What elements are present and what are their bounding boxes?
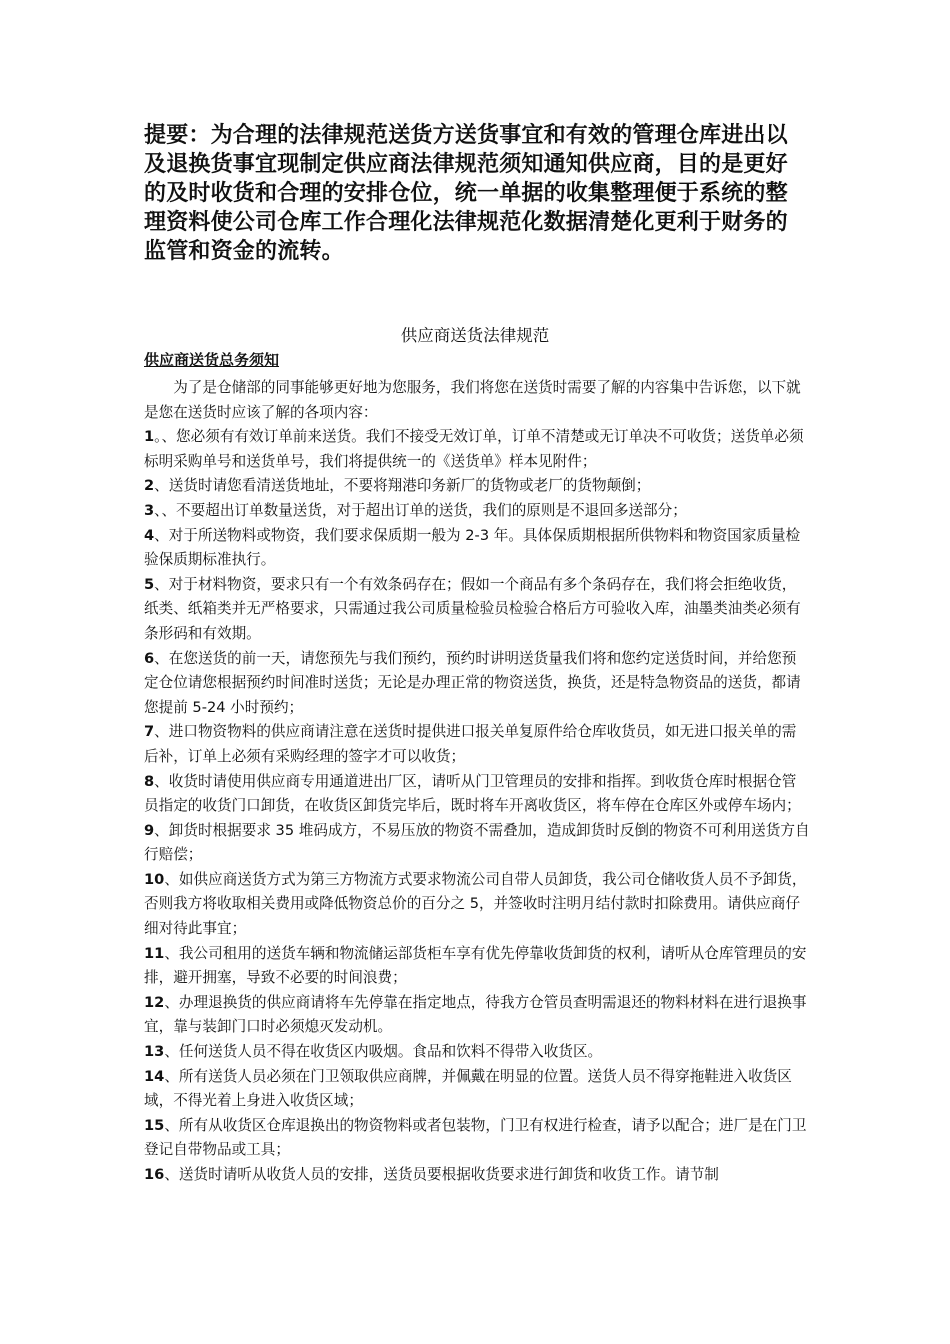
list-item-number: 3 [144, 501, 155, 519]
list-item-text: 、所有从收货区仓库退换出的物资物料或者包装物，门卫有权进行检查，请予以配合；进厂是在门卫登记自带物品或工具； [144, 1116, 807, 1159]
list-item-number: 4 [144, 526, 155, 544]
list-item [144, 819, 810, 868]
list-item [144, 524, 810, 573]
intro-paragraph: 为了是仓储部的同事能够更好地为您服务，我们将您在送货时需要了解的内容集中告诉您，以下就是您在送货时应该了解的各项内容： [144, 379, 801, 421]
list-item-text: 、送货时请您看清送货地址，不要将翔港印务新厂的货物或老厂的货物颠倒； [154, 477, 651, 495]
list-item [144, 770, 810, 819]
list-item-number: 10 [144, 870, 165, 888]
list-item-number: 8 [144, 772, 155, 790]
list-item [144, 868, 810, 942]
rules-list [144, 425, 810, 1187]
list-item-number: 1 [144, 428, 155, 446]
list-item-text: 、对于材料物资，要求只有一个有效条码存在；假如一个商品有多个条码存在，我们将会拒绝收货，纸类、纸箱类并无严格要求，只需通过我公司质量检验员检验合格后方可验收入库，油墨类油类必须有条形码和有效期。 [144, 575, 801, 642]
list-item-text: 、进口物资物料的供应商请注意在送货时提供进口报关单复原件给仓库收货员，如无进口报关单的需后补，订单上必须有采购经理的签字才可以收货； [144, 723, 797, 765]
list-item-number: 2 [144, 477, 155, 495]
list-item-number: 9 [144, 821, 155, 839]
list-item-text: 、、不要超出订单数量送货，对于超出订单的送货，我们的原则是不退回多送部分； [154, 501, 687, 519]
list-item-text: 、任何送货人员不得在收货区内吸烟。食品和饮料不得带入收货区。 [164, 1043, 603, 1061]
list-item-text: 、办理退换货的供应商请将车先停靠在指定地点，待我方仓管员查明需退还的物料材料在进行退换事宜，靠与装卸门口时必须熄灭发动机。 [144, 993, 807, 1036]
list-item-number: 7 [144, 723, 155, 741]
list-item-text: 、所有送货人员必须在门卫领取供应商牌，并佩戴在明显的位置。送货人员不得穿拖鞋进入收货区域，不得光着上身进入收货区域； [144, 1067, 792, 1110]
document-title: 供应商送货法律规范 [400, 326, 550, 345]
list-item [144, 942, 810, 991]
list-item-number: 13 [144, 1043, 165, 1061]
list-item-text: 、我公司租用的送货车辆和物流储运部货柜车享有优先停靠收货卸货的权利，请听从仓库管理员的安排，避开拥塞，导致不必要的时间浪费； [144, 944, 807, 987]
list-item-number: 12 [144, 993, 165, 1011]
list-item-number: 16 [144, 1166, 165, 1183]
list-item-text: 、如供应商送货方式为第三方物流方式要求物流公司自带人员卸货，我公司仓储收货人员不予卸货，否则我方将收取相关费用或降低物资总价的百分之 5，并签收时注明月结付款时扣除费用。请供应商仔细对待此事宜； [144, 870, 807, 938]
list-item-text: 、对于所送物料或物资，我们要求保质期一般为 2-3 年。具体保质期根据所供物料和物资国家质量检验保质期标准执行。 [144, 526, 801, 569]
abstract-paragraph: 提要：为合理的法律规范送货方送货事宜和有效的管理仓库进出以及退换货事宜现制定供应商法律规范须知通知供应商，目的是更好的及时收货和合理的安排仓位，统一单据的收集整理便于系统的整理资料使公司仓库工作合理化法律规范化数据清楚化更利于财务的监管和资金的流转。 [144, 123, 788, 264]
list-item-text: 。、您必须有有效订单前来送货。我们不接受无效订单，订单不清楚或无订单决不可收货；送货单必须标明采购单号和送货单号，我们将提供统一的《送货单》样本见附件； [144, 428, 804, 470]
list-item [144, 1114, 810, 1163]
list-item [144, 573, 810, 647]
list-item-number: 15 [144, 1116, 165, 1134]
list-item [144, 1040, 810, 1065]
list-item [144, 1065, 810, 1114]
list-item-text: 、卸货时根据要求 35 堆码成方，不易压放的物资不需叠加，造成卸货时反倒的物资不可利用送货方自行赔偿； [144, 821, 810, 864]
list-item-text: 、送货时请听从收货人员的安排，送货员要根据收货要求进行卸货和收货工作。请节制 [164, 1166, 719, 1183]
list-item [144, 425, 810, 474]
list-item-text: 、在您送货的前一天，请您预先与我们预约，预约时讲明送货量我们将和您约定送货时间，并给您预定仓位请您根据预约时间准时送货；无论是办理正常的物资送货，换货，还是特急物资品的送货，都请您提前 5-24 小时预约； [144, 649, 801, 716]
list-item-number: 14 [144, 1067, 165, 1085]
list-item [144, 720, 810, 769]
section-heading: 供应商送货总务须知 [144, 351, 280, 369]
list-item-number: 5 [144, 575, 155, 593]
list-item [144, 1163, 810, 1188]
list-item [144, 499, 810, 524]
list-item-number: 11 [144, 944, 165, 962]
body-text [144, 376, 810, 1188]
list-item [144, 474, 810, 499]
list-item [144, 647, 810, 721]
list-item-number: 6 [144, 649, 155, 667]
list-item [144, 991, 810, 1040]
list-item-text: 、收货时请使用供应商专用通道进出厂区，请听从门卫管理员的安排和指挥。到收货仓库时根据仓管员指定的收货门口卸货，在收货区卸货完毕后，既时将车开离收货区，将车停在仓库区外或停车场内； [144, 772, 801, 815]
